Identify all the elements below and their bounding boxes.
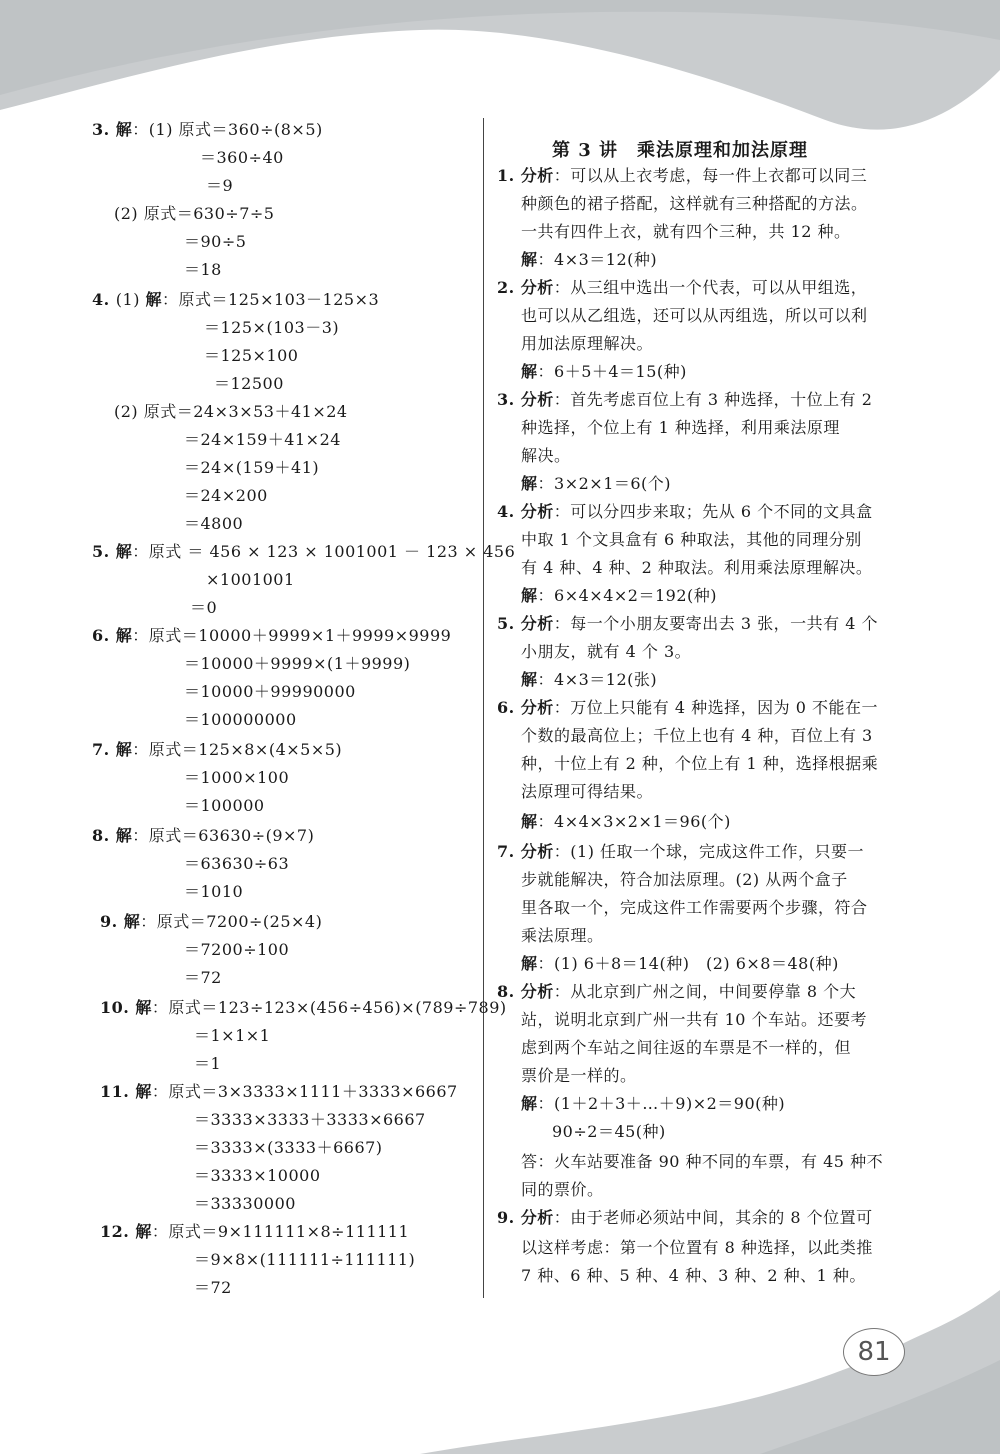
continuation-line: ＝9 — [206, 176, 234, 195]
continuation-line: ＝100000000 — [184, 710, 297, 729]
problem-line: 1. 分析：可以从上衣考虑，每一件上衣都可以同三 — [497, 166, 868, 185]
problem-line: 7. 分析：(1) 任取一个球，完成这件工作，只要一 — [497, 842, 865, 861]
continuation-line: 种颜色的裙子搭配，这样就有三种搭配的方法。 — [521, 194, 868, 213]
problem-number: 8. — [92, 826, 116, 845]
continuation-line: 一共有四件上衣，就有四个三种，共 12 种。 — [521, 222, 851, 241]
continuation-line: ＝33330000 — [194, 1194, 296, 1213]
continuation-line: ＝63630÷63 — [184, 854, 290, 873]
answer-label: 解 — [145, 290, 163, 309]
continuation-line: 种，十位上有 2 种，个位上有 1 种，选择根据乘 — [521, 754, 879, 773]
continuation-line: 解：3×2×1＝6(个) — [521, 474, 672, 493]
continuation-line: 中取 1 个文具盒有 6 种取法，其他的同理分别 — [521, 530, 862, 549]
problem-line: 5. 分析：每一个小朋友要寄出去 3 张，一共有 4 个 — [497, 614, 879, 633]
problem-line: 5. 解：原式 ＝ 456 × 123 × 1001001 － 123 × 456 — [92, 542, 516, 561]
answer-label: 解 — [521, 812, 538, 831]
continuation-line: ＝4800 — [184, 514, 244, 533]
problem-number: 3. — [92, 120, 116, 139]
problem-number: 2. — [497, 278, 521, 297]
problem-line: 4. 分析：可以分四步来取；先从 6 个不同的文具盒 — [497, 502, 873, 521]
problem-line: 2. 分析：从三组中选出一个代表，可以从甲组选， — [497, 278, 868, 297]
problem-line: 9. 分析：由于老师必须站中间，其余的 8 个位置可 — [497, 1208, 873, 1227]
problem-line: 7. 解：原式＝125×8×(4×5×5) — [92, 740, 343, 759]
continuation-line: 有 4 种、4 种、2 种取法。利用乘法原理解决。 — [521, 558, 873, 577]
answer-label: 解 — [115, 542, 133, 561]
answer-label: 解 — [521, 250, 538, 269]
continuation-line: ＝125×100 — [204, 346, 299, 365]
continuation-line: ＝125×(103－3) — [204, 318, 340, 337]
continuation-line: ＝24×200 — [184, 486, 268, 505]
continuation-line: 票价是一样的。 — [521, 1066, 637, 1085]
answer-label: 解 — [115, 826, 133, 845]
continuation-line: ＝1 — [194, 1054, 222, 1073]
problem-number: 5. — [497, 614, 521, 633]
problem-number: 4. — [92, 290, 116, 309]
answer-label: 分析 — [520, 698, 554, 717]
continuation-line: 90÷2＝45(种) — [552, 1122, 666, 1141]
answer-label: 解 — [115, 740, 133, 759]
continuation-line: 解：6×4×4×2＝192(种) — [521, 586, 717, 605]
problem-line: 11. 解：原式＝3×3333×1111＋3333×6667 — [100, 1082, 458, 1101]
problem-line: 6. 分析：万位上只能有 4 种选择，因为 0 不能在一 — [497, 698, 879, 717]
continuation-line: 乘法原理。 — [521, 926, 604, 945]
continuation-line: ＝3333×(3333＋6667) — [194, 1138, 383, 1157]
continuation-line: ＝10000＋9999×(1＋9999) — [184, 654, 411, 673]
continuation-line: ＝360÷40 — [200, 148, 284, 167]
answer-label: 解 — [521, 670, 538, 689]
continuation-line: 小朋友，就有 4 个 3。 — [521, 642, 692, 661]
answer-label: 解 — [135, 998, 152, 1017]
problem-number: 4. — [497, 502, 521, 521]
continuation-line: ＝18 — [184, 260, 222, 279]
continuation-line: 解：4×3＝12(张) — [521, 670, 658, 689]
continuation-line: 答：火车站要准备 90 种不同的车票，有 45 种不 — [521, 1152, 884, 1171]
problem-number: 8. — [497, 982, 521, 1001]
problem-number: 10. — [100, 998, 136, 1017]
continuation-line: ×1001001 — [206, 570, 295, 589]
continuation-line: ＝1010 — [184, 882, 244, 901]
continuation-line: 解：(1＋2＋3＋…＋9)×2＝90(种) — [521, 1094, 786, 1113]
continuation-line: 站，说明北京到广州一共有 10 个车站。还要考 — [521, 1010, 868, 1029]
continuation-line: 解：4×4×3×2×1＝96(个) — [521, 812, 731, 831]
lecture-title: 第 3 讲 乘法原理和加法原理 — [552, 140, 809, 161]
problem-line: 6. 解：原式＝10000＋9999×1＋9999×9999 — [92, 626, 452, 645]
continuation-line: 同的票价。 — [521, 1180, 604, 1199]
answer-label: 分析 — [520, 982, 554, 1001]
problem-number: 7. — [497, 842, 521, 861]
problem-line: 8. 分析：从北京到广州之间，中间要停靠 8 个大 — [497, 982, 857, 1001]
continuation-line: ＝90÷5 — [184, 232, 247, 251]
answer-label: 分析 — [520, 502, 554, 521]
continuation-line: 用加法原理解决。 — [521, 334, 654, 353]
problem-number: 5. — [92, 542, 116, 561]
answer-label: 解 — [521, 362, 538, 381]
page-number: 81 — [843, 1328, 905, 1376]
continuation-line: 解：6＋5＋4＝15(种) — [521, 362, 687, 381]
answer-label: 解 — [521, 1094, 538, 1113]
problem-line: 9. 解：原式＝7200÷(25×4) — [100, 912, 323, 931]
continuation-line: (2) 原式＝24×3×53＋41×24 — [114, 402, 348, 421]
problem-line: 8. 解：原式＝63630÷(9×7) — [92, 826, 315, 845]
continuation-line: ＝72 — [194, 1278, 232, 1297]
continuation-line: ＝0 — [190, 598, 218, 617]
continuation-line: 种选择，个位上有 1 种选择，利用乘法原理 — [521, 418, 840, 437]
continuation-line: 也可以从乙组选，还可以从丙组选，所以可以利 — [521, 306, 868, 325]
problem-number: 9. — [497, 1208, 521, 1227]
answer-label: 分析 — [520, 390, 554, 409]
continuation-line: ＝9×8×(111111÷111111) — [194, 1250, 416, 1269]
answer-label: 解 — [115, 120, 133, 139]
answer-label: 分析 — [520, 278, 554, 297]
problem-number: 11. — [100, 1082, 136, 1101]
answer-label: 解 — [135, 1222, 152, 1241]
answer-label: 分析 — [520, 1208, 554, 1227]
continuation-line: ＝3333×3333＋3333×6667 — [194, 1110, 426, 1129]
problem-number: 3. — [497, 390, 521, 409]
continuation-line: ＝1×1×1 — [194, 1026, 271, 1045]
continuation-line: ＝72 — [184, 968, 222, 987]
problem-line: 4. (1) 解：原式＝125×103－125×3 — [92, 290, 380, 309]
answer-label: 解 — [135, 1082, 152, 1101]
continuation-line: ＝100000 — [184, 796, 265, 815]
continuation-line: ＝12500 — [214, 374, 284, 393]
continuation-line: ＝3333×10000 — [194, 1166, 321, 1185]
problem-line: 3. 解：(1) 原式＝360÷(8×5) — [92, 120, 323, 139]
continuation-line: 解决。 — [521, 446, 571, 465]
problem-line: 3. 分析：首先考虑百位上有 3 种选择，十位上有 2 — [497, 390, 873, 409]
problem-number: 6. — [92, 626, 116, 645]
continuation-line: ＝24×(159＋41) — [184, 458, 320, 477]
problem-number: 6. — [497, 698, 521, 717]
answer-label: 解 — [521, 586, 538, 605]
answer-label: 解 — [521, 474, 538, 493]
problem-line: 12. 解：原式＝9×111111×8÷111111 — [100, 1222, 410, 1241]
problem-number: 7. — [92, 740, 116, 759]
continuation-line: ＝1000×100 — [184, 768, 290, 787]
continuation-line: 解：(1) 6＋8＝14(种) (2) 6×8＝48(种) — [521, 954, 839, 973]
answer-label: 分析 — [520, 614, 554, 633]
problem-number: 9. — [100, 912, 124, 931]
column-divider — [483, 118, 484, 1298]
answer-label: 解 — [521, 954, 538, 973]
continuation-line: ＝10000＋99990000 — [184, 682, 356, 701]
continuation-line: 以这样考虑：第一个位置有 8 种选择，以此类推 — [521, 1238, 873, 1257]
continuation-line: 个数的最高位上；千位上也有 4 种，百位上有 3 — [521, 726, 873, 745]
continuation-line: ＝24×159＋41×24 — [184, 430, 341, 449]
continuation-line: 虑到两个车站之间往返的车票是不一样的，但 — [521, 1038, 852, 1057]
answer-label: 解 — [123, 912, 141, 931]
problem-number: 1. — [497, 166, 521, 185]
continuation-line: 解：4×3＝12(种) — [521, 250, 658, 269]
continuation-line: ＝7200÷100 — [184, 940, 290, 959]
answer-label: 分析 — [520, 842, 554, 861]
answer-label: 分析 — [520, 166, 554, 185]
problem-line: 10. 解：原式＝123÷123×(456÷456)×(789÷789) — [100, 998, 507, 1017]
continuation-line: 7 种、6 种、5 种、4 种、3 种、2 种、1 种。 — [521, 1266, 866, 1285]
continuation-line: (2) 原式＝630÷7÷5 — [114, 204, 275, 223]
continuation-line: 里各取一个，完成这件工作需要两个步骤，符合 — [521, 898, 868, 917]
continuation-line: 法原理可得结果。 — [521, 782, 654, 801]
problem-number: 12. — [100, 1222, 136, 1241]
continuation-line: 步就能解决，符合加法原理。(2) 从两个盒子 — [521, 870, 848, 889]
answer-label: 解 — [115, 626, 133, 645]
